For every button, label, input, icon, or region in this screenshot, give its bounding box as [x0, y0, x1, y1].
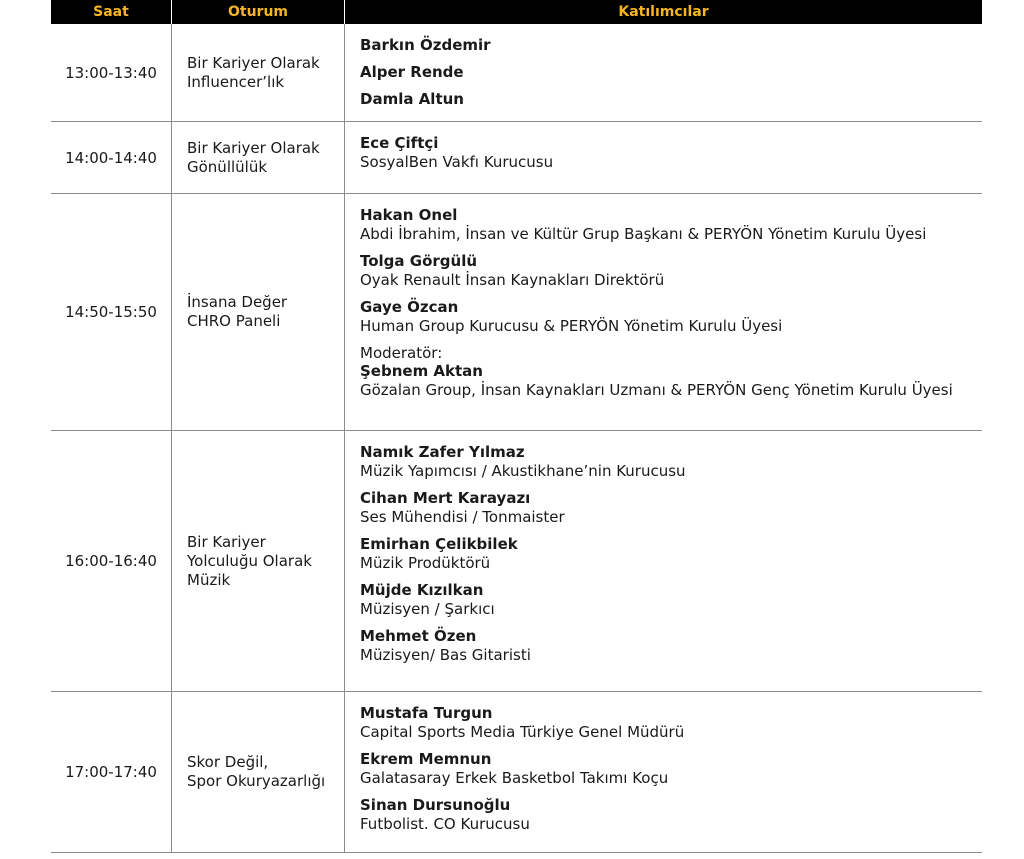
session-time: 16:00-16:40	[65, 552, 157, 570]
participant-title: Ses Mühendisi / Tonmaister	[360, 508, 565, 526]
table-row	[51, 122, 982, 194]
participant-role-label: Moderatör:	[360, 344, 443, 362]
participant-name: Mustafa Turgun	[360, 704, 493, 722]
participant-title: Müzik Yapımcısı / Akustikhane’nin Kurucusu	[360, 462, 686, 480]
participant-name: Ekrem Memnun	[360, 750, 492, 768]
participant-title: Gözalan Group, İnsan Kaynakları Uzmanı & PERYÖN Genç Yönetim Kurulu Üyesi	[360, 381, 953, 399]
participant	[360, 581, 982, 619]
participant	[360, 796, 982, 834]
participant-title: Müzisyen/ Bas Gitaristi	[360, 646, 531, 664]
participant-name: Gaye Özcan	[360, 298, 459, 316]
participant-name: Namık Zafer Yılmaz	[360, 443, 525, 461]
session-title	[171, 431, 344, 691]
session-title-line: Bir Kariyer Olarak	[187, 53, 320, 72]
participant	[360, 704, 982, 742]
session-time: 14:00-14:40	[65, 148, 157, 167]
participant	[360, 443, 982, 481]
session-title-line: Skor Değil,	[187, 753, 269, 771]
session-title	[171, 24, 344, 121]
participant-title: Futbolist. CO Kurucusu	[360, 815, 530, 833]
participant	[360, 344, 982, 400]
participant-title: Müzik Prodüktörü	[360, 554, 491, 572]
table-row	[51, 24, 982, 122]
participant-title: Abdi İbrahim, İnsan ve Kültür Grup Başkanı & PERYÖN Yönetim Kurulu Üyesi	[360, 225, 927, 243]
session-time: 13:00-13:40	[65, 63, 157, 82]
session-title	[171, 692, 344, 852]
participant	[360, 535, 982, 573]
session-title-line: Spor Okuryazarlığı	[187, 772, 326, 790]
participant-title: Galatasaray Erkek Basketbol Takımı Koçu	[360, 769, 669, 787]
participant	[360, 627, 982, 665]
participant-name: Barkın Özdemir	[360, 36, 491, 54]
participant-name: Cihan Mert Karayazı	[360, 489, 531, 507]
participant-name: Müjde Kızılkan	[360, 581, 484, 599]
session-title-line: İnsana Değer	[187, 293, 288, 311]
participant	[360, 90, 982, 109]
header-time: Saat	[93, 4, 129, 20]
session-title	[171, 194, 344, 430]
session-time: 17:00-17:40	[65, 763, 157, 781]
session-title-line: Müzik	[187, 570, 231, 589]
participant	[360, 489, 982, 527]
session-title-line: Yolculuğu Olarak	[187, 551, 312, 570]
table-body	[51, 24, 982, 853]
participant-title: Oyak Renault İnsan Kaynakları Direktörü	[360, 271, 665, 289]
session-title-line: CHRO Paneli	[187, 312, 281, 330]
session-title-line: Bir Kariyer Olarak	[187, 138, 320, 157]
participant	[360, 36, 982, 55]
schedule-table	[51, 0, 982, 853]
participants-cell	[344, 431, 982, 691]
header-participants: Katılımcılar	[344, 0, 982, 24]
participant	[360, 206, 982, 244]
session-title-line: Gönüllülük	[187, 157, 268, 176]
table-row	[51, 692, 982, 853]
participants-cell	[344, 194, 982, 430]
participant-name: Ece Çiftçi	[360, 134, 439, 152]
participant-title: Human Group Kurucusu & PERYÖN Yönetim Kurulu Üyesi	[360, 317, 783, 335]
participant-title: Müzisyen / Şarkıcı	[360, 600, 495, 618]
participant-name: Mehmet Özen	[360, 627, 477, 645]
participants-cell	[344, 122, 982, 193]
participant-name: Sinan Dursunoğlu	[360, 796, 511, 814]
session-title-line: Influencer’lık	[187, 72, 285, 91]
participant-name: Hakan Onel	[360, 206, 458, 224]
header-session: Oturum	[171, 0, 344, 24]
participant-name: Tolga Görgülü	[360, 252, 478, 270]
table-row	[51, 194, 982, 431]
participants-cell	[344, 24, 982, 121]
participant-title: SosyalBen Vakfı Kurucusu	[360, 153, 554, 171]
participant	[360, 298, 982, 336]
participant	[360, 750, 982, 788]
session-title-line: Bir Kariyer	[187, 532, 266, 551]
session-time: 14:50-15:50	[65, 303, 157, 321]
session-title	[171, 122, 344, 193]
table-row	[51, 431, 982, 692]
participant-name: Alper Rende	[360, 63, 464, 81]
participant	[360, 134, 982, 172]
participant-name: Damla Altun	[360, 90, 464, 108]
table-header	[51, 0, 982, 24]
participant-title: Capital Sports Media Türkiye Genel Müdürü	[360, 723, 685, 741]
participants-cell	[344, 692, 982, 852]
participant	[360, 252, 982, 290]
participant-name: Emirhan Çelikbilek	[360, 535, 518, 553]
participant-name: Şebnem Aktan	[360, 362, 483, 380]
participant	[360, 63, 982, 82]
